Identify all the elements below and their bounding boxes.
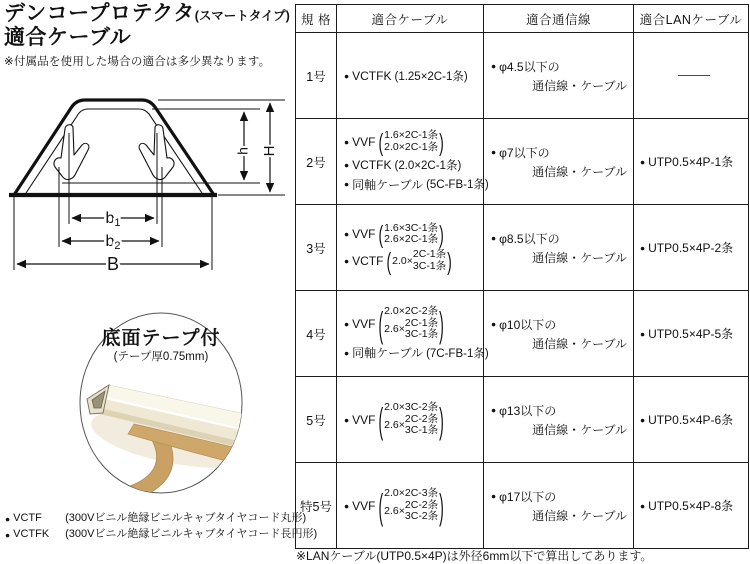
spec-line: 2.6×2C-1条 (384, 233, 439, 246)
cable-name: VVF (352, 412, 376, 427)
cable-spec-group (385, 246, 452, 276)
bullet-icon: ● (640, 328, 646, 339)
spec-stack (413, 249, 446, 273)
dim-label-B: B (106, 254, 120, 274)
cable-spec-group (377, 484, 444, 527)
spec-lines (384, 402, 438, 437)
cable-spec: (7C-FB-1条) (426, 347, 489, 360)
dim-label-b1: b1 (105, 210, 121, 229)
table-row (296, 463, 749, 549)
spec-stack (405, 500, 438, 524)
spec-line: 1.6×2C-1条 (384, 129, 439, 142)
comm-lines (484, 463, 633, 548)
bullet-icon: ● (344, 255, 350, 266)
cable-cell (337, 463, 484, 549)
cable-cell (337, 291, 489, 377)
dim-label-b2: b2 (105, 233, 121, 252)
spec-lines (384, 488, 438, 523)
bullet-icon: ● (344, 318, 350, 329)
cable-spec: (2.0×2C-1条) (394, 159, 462, 172)
spec-line: 2.0×2C-2条 (384, 304, 439, 317)
page-title-line2: 適合ケーブル (4, 25, 132, 49)
figure-title: 底面テープ付 (101, 328, 221, 349)
cable-item (344, 302, 483, 345)
comm-cell (484, 119, 634, 205)
comm-cell (484, 33, 634, 119)
bullet-icon: ● (344, 347, 350, 358)
cable-spec-group (377, 398, 444, 441)
spec-nested-line (384, 318, 438, 342)
cable-name: VCTF (352, 253, 384, 268)
spec-line: 2C-2条 (404, 498, 439, 511)
table-row (296, 205, 749, 291)
lan-cell (634, 33, 749, 119)
page-title-main: デンコープロテクタ (4, 2, 195, 25)
cable-name: VVF (352, 498, 376, 513)
table-row (296, 33, 749, 119)
cable-list (337, 377, 483, 462)
bullet-icon: ● (5, 529, 11, 540)
cable-name: VCTFK (352, 68, 392, 83)
row-size-cell: 4号 (296, 291, 337, 377)
lan-spec: UTP0.5×4P-1条 (648, 155, 734, 169)
comm-line-1 (491, 230, 629, 247)
cable-cell (337, 33, 484, 119)
no-lan-dash (678, 75, 710, 76)
table-row (296, 377, 749, 463)
table-header-row (296, 5, 749, 33)
cable-name: 同軸ケーブル (352, 177, 424, 192)
cable-spec-group (377, 127, 444, 157)
bullet-icon: ● (640, 500, 646, 511)
paren-open: ( (378, 219, 384, 249)
bullet-icon: ● (640, 242, 646, 253)
spec-prefix: 2.6× (384, 505, 405, 518)
spec-line: 2C-1条 (404, 316, 439, 329)
lan-content (634, 377, 748, 462)
cable-spec-group (377, 302, 444, 345)
row-size-cell: 2号 (296, 119, 337, 205)
cable-spec: (1.25×2C-1条) (394, 70, 468, 83)
compat-table-wrap (295, 4, 749, 549)
spec-lines (384, 130, 438, 154)
paren-close: ) (439, 127, 444, 157)
spec-prefix: 2.0× (392, 254, 413, 267)
col-header-cable: 適合ケーブル (337, 5, 484, 33)
paren-close: ) (447, 246, 452, 276)
paren-open: ( (378, 398, 384, 441)
paren-close: ) (439, 484, 444, 527)
cable-cell (337, 119, 489, 205)
comm-line-2: 通信線・ケーブル (532, 250, 627, 265)
bullet-icon: ● (344, 414, 350, 425)
page-title (4, 2, 296, 26)
bullet-icon: ● (344, 179, 350, 190)
table-row (296, 291, 749, 377)
legend-desc: (300Vビニル絶縁ビニルキャブタイヤコード丸形) (65, 512, 307, 524)
bullet-icon: ● (491, 147, 497, 157)
comm-line-2: 通信線・ケーブル (532, 78, 627, 93)
spec-line: 1.6×3C-1条 (384, 221, 439, 234)
lan-cell (634, 205, 749, 291)
spec-prefix: 2.6× (384, 419, 405, 432)
comm-line-1 (491, 316, 629, 333)
comm-diameter: φ13以下の (499, 403, 557, 418)
protector-outline (14, 100, 214, 195)
lan-spec: UTP0.5×4P-6条 (648, 413, 734, 427)
bullet-icon: ● (491, 61, 497, 71)
spec-nested-line (392, 249, 446, 273)
spec-lines (392, 249, 446, 273)
dim-label-h: h (234, 147, 251, 155)
spec-nested-line (384, 500, 438, 524)
bullet-icon: ● (640, 414, 646, 425)
compat-table-body (296, 33, 749, 549)
lan-spec: UTP0.5×4P-5条 (648, 327, 734, 341)
legend-desc: (300Vビニル絶縁ビニルキャブタイヤコード長円形) (65, 527, 318, 540)
bullet-icon: ● (491, 405, 497, 415)
bullet-icon: ● (344, 70, 350, 81)
legend-code: VCTFK (13, 527, 50, 540)
paren-open: ( (378, 484, 384, 527)
lan-content (634, 291, 748, 376)
bullet-icon: ● (344, 137, 350, 147)
table-footnote: ※LANケーブル(UTP0.5×4P)は外径6mm以下で算出してあります。 (296, 549, 653, 563)
cable-item (344, 219, 483, 249)
comm-lines (484, 377, 633, 462)
cable-cell (337, 377, 484, 463)
comm-diameter: φ8.5以下の (499, 231, 560, 246)
lan-cell (634, 291, 749, 377)
comm-cell (484, 205, 634, 291)
spec-line: 3C-2条 (404, 510, 439, 523)
cable-list (337, 119, 489, 204)
comm-line-1 (491, 58, 629, 75)
bullet-icon: ● (344, 159, 350, 170)
comm-line-1 (491, 488, 629, 505)
comm-diameter: φ17以下の (499, 489, 557, 504)
lan-content (634, 33, 748, 118)
paren-close: ) (439, 302, 444, 345)
bullet-icon: ● (640, 156, 646, 167)
bullet-icon: ● (5, 513, 11, 524)
row-size-cell: 1号 (296, 33, 337, 119)
spec-line: 2.0×2C-1条 (384, 141, 439, 153)
cable-item (344, 157, 483, 173)
paren-open: ( (378, 127, 384, 157)
cable-cell (337, 205, 484, 291)
table-row (296, 119, 749, 205)
page-title-sub: (スマートタイプ) (194, 9, 290, 23)
paren-close: ) (439, 398, 444, 441)
cable-name: VVF (352, 316, 376, 331)
cable-list (337, 205, 483, 290)
cable-name: VVF (352, 135, 376, 149)
col-header-size: 規 格 (296, 5, 337, 33)
spec-stack (405, 318, 438, 342)
comm-diameter: φ4.5以下の (499, 59, 560, 74)
bottom-tape-figure (78, 308, 244, 500)
title-block (4, 2, 296, 69)
cable-name: VVF (352, 227, 376, 242)
lan-cell (634, 377, 749, 463)
comm-line-1 (491, 402, 629, 419)
legend-code: VCTF (13, 512, 42, 524)
cable-spec: (5C-FB-1条) (426, 179, 489, 192)
spec-line: 2C-2条 (404, 412, 439, 425)
cable-name: VCTFK (352, 157, 392, 172)
col-header-lan: 適合LANケーブル (634, 5, 749, 33)
comm-diameter: φ10以下の (499, 317, 557, 332)
compat-table (295, 4, 749, 549)
legend-item (5, 511, 317, 527)
comm-line-2: 通信線・ケーブル (532, 336, 627, 351)
comm-diameter: φ7以下の (499, 145, 550, 160)
spec-stack (405, 414, 438, 438)
comm-cell (484, 377, 634, 463)
bullet-icon: ● (491, 233, 497, 243)
cable-item (344, 246, 483, 276)
cable-item (344, 484, 483, 527)
inner-wall (26, 109, 202, 193)
comm-lines (484, 291, 633, 376)
spec-nested-line (384, 414, 438, 438)
dim-label-H: H (260, 145, 278, 157)
bullet-icon: ● (344, 229, 350, 240)
paren-close: ) (439, 219, 444, 249)
lan-cell (634, 119, 749, 205)
lan-content (634, 205, 748, 290)
comm-cell (484, 291, 634, 377)
cross-section-diagram (2, 83, 287, 290)
cable-item (344, 344, 489, 361)
bullet-icon: ● (491, 491, 497, 501)
spec-line: 2C-1条 (412, 248, 447, 260)
comm-line-2: 通信線・ケーブル (532, 508, 627, 523)
comm-line-1 (491, 144, 629, 161)
cable-item (344, 176, 489, 193)
spec-prefix: 2.6× (384, 323, 405, 336)
paren-open: ( (378, 302, 384, 345)
figure-subtitle: (テープ厚0.75mm) (113, 351, 209, 363)
comm-cell (484, 463, 634, 549)
spec-line: 2.0×2C-3条 (384, 486, 439, 499)
cable-name: 同軸ケーブル (352, 346, 424, 361)
lan-cell (634, 463, 749, 549)
bullet-icon: ● (491, 319, 497, 329)
cable-list (337, 33, 483, 118)
legend-item (5, 527, 317, 543)
lan-content (634, 119, 748, 204)
row-size-cell: 3号 (296, 205, 337, 291)
comm-lines (484, 119, 633, 204)
spec-line: 3C-1条 (404, 328, 439, 341)
comm-line-2: 通信線・ケーブル (532, 164, 627, 179)
cable-item (344, 398, 483, 441)
spec-line: 2.0×3C-2条 (384, 400, 439, 413)
cable-type-legend (5, 511, 317, 543)
comm-lines (484, 33, 633, 118)
cable-list (337, 291, 489, 376)
cable-item (344, 127, 483, 157)
lan-spec: UTP0.5×4P-2条 (648, 241, 734, 255)
lan-content (634, 463, 748, 548)
spec-line: 3C-1条 (412, 259, 447, 272)
cable-spec-group (377, 219, 444, 249)
paren-open: ( (386, 246, 392, 276)
comm-line-2: 通信線・ケーブル (532, 422, 627, 437)
row-size-cell: 特5号 (296, 463, 337, 549)
spec-line: 3C-1条 (404, 424, 439, 437)
lan-spec: UTP0.5×4P-8条 (648, 499, 734, 513)
spec-lines (384, 306, 438, 341)
col-header-comm: 適合通信線 (484, 5, 634, 33)
bullet-icon: ● (344, 500, 350, 511)
spec-lines (384, 223, 438, 247)
header-note: ※付属品を使用した場合の適合は多少異なります。 (4, 56, 271, 69)
cable-item (344, 68, 483, 84)
comm-lines (484, 205, 633, 290)
row-size-cell: 5号 (296, 377, 337, 463)
cable-list (337, 463, 483, 548)
